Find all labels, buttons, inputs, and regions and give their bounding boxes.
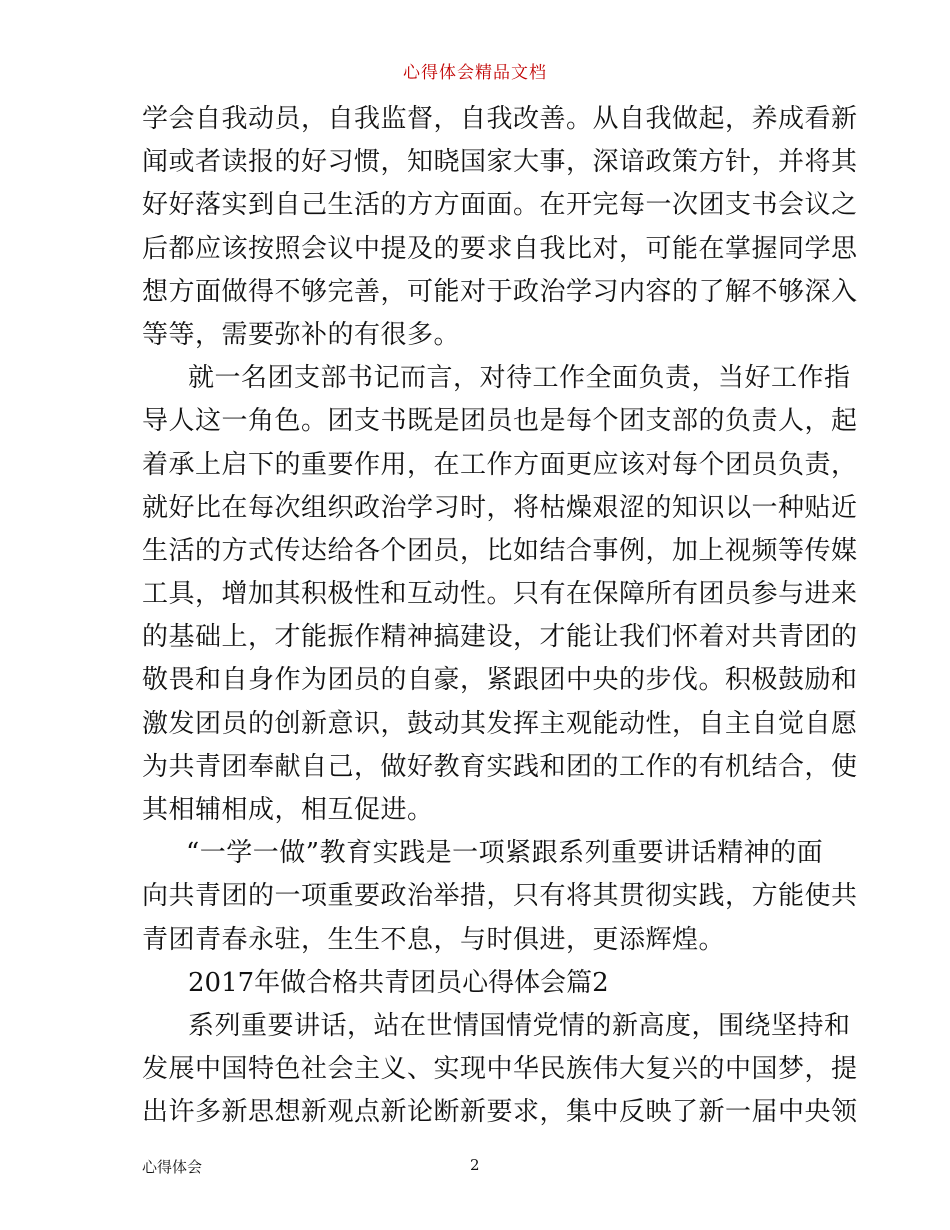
text-line: 生活的方式传达给各个团员，比如结合事例，加上视频等传媒: [142, 535, 858, 566]
text-line: 着承上启下的重要作用，在工作方面更应该对每个团员负责，: [142, 449, 858, 480]
text-line: 向共青团的一项重要政治举措，只有将其贯彻实践，方能使共: [142, 881, 858, 912]
footer-label: 心得体会: [142, 1158, 203, 1176]
section-heading: 2017年做合格共青团员心得体会篇2: [188, 967, 609, 998]
text-line: 激发团员的创新意识，鼓动其发挥主观能动性，自主自觉自愿: [142, 708, 858, 739]
text-line: 敬畏和自身作为团员的自豪，紧跟团中央的步伐。积极鼓励和: [142, 665, 858, 696]
text-line: 后都应该按照会议中提及的要求自我比对，可能在掌握同学思: [142, 233, 858, 264]
text-line: 等等，需要弥补的有很多。: [142, 319, 461, 350]
document-body: [142, 98, 858, 1135]
paragraph-first-line: 系列重要讲话，站在世情国情党情的新高度，围绕坚持和: [188, 1010, 851, 1041]
text-line: 好好落实到自己生活的方方面面。在开完每一次团支书会议之: [142, 190, 858, 221]
page-header-title: 心得体会精品文档: [403, 63, 547, 83]
page-number: 2: [470, 1156, 480, 1174]
paragraph-first-line: 就一名团支部书记而言，对待工作全面负责，当好工作指: [188, 363, 851, 394]
paragraph-first-line: “一学一做”教育实践是一项紧跟系列重要讲话精神的面: [186, 838, 824, 869]
text-line: 的基础上，才能振作精神搞建设，才能让我们怀着对共青团的: [142, 622, 858, 653]
text-line: 就好比在每次组织政治学习时，将枯燥艰涩的知识以一种贴近: [142, 492, 858, 523]
text-line: 闻或者读报的好习惯，知晓国家大事，深谙政策方针，并将其: [142, 147, 858, 178]
text-line: 发展中国特色社会主义、实现中华民族伟大复兴的中国梦，提: [142, 1054, 858, 1085]
text-line: 学会自我动员，自我监督，自我改善。从自我做起，养成看新: [142, 104, 858, 134]
text-line: 工具，增加其积极性和互动性。只有在保障所有团员参与进来: [142, 579, 858, 610]
text-line: 为共青团奉献自己，做好教育实践和团的工作的有机结合，使: [142, 751, 858, 782]
text-line: 想方面做得不够完善，可能对于政治学习内容的了解不够深入: [142, 276, 858, 307]
text-line: 青团青春永驻，生生不息，与时俱进，更添辉煌。: [142, 924, 726, 955]
text-line: 出许多新思想新观点新论断新要求，集中反映了新一届中央领: [142, 1097, 858, 1128]
text-line: 导人这一角色。团支书既是团员也是每个团支部的负责人，起: [142, 406, 858, 437]
text-line: 其相辅相成，相互促进。: [142, 795, 434, 825]
